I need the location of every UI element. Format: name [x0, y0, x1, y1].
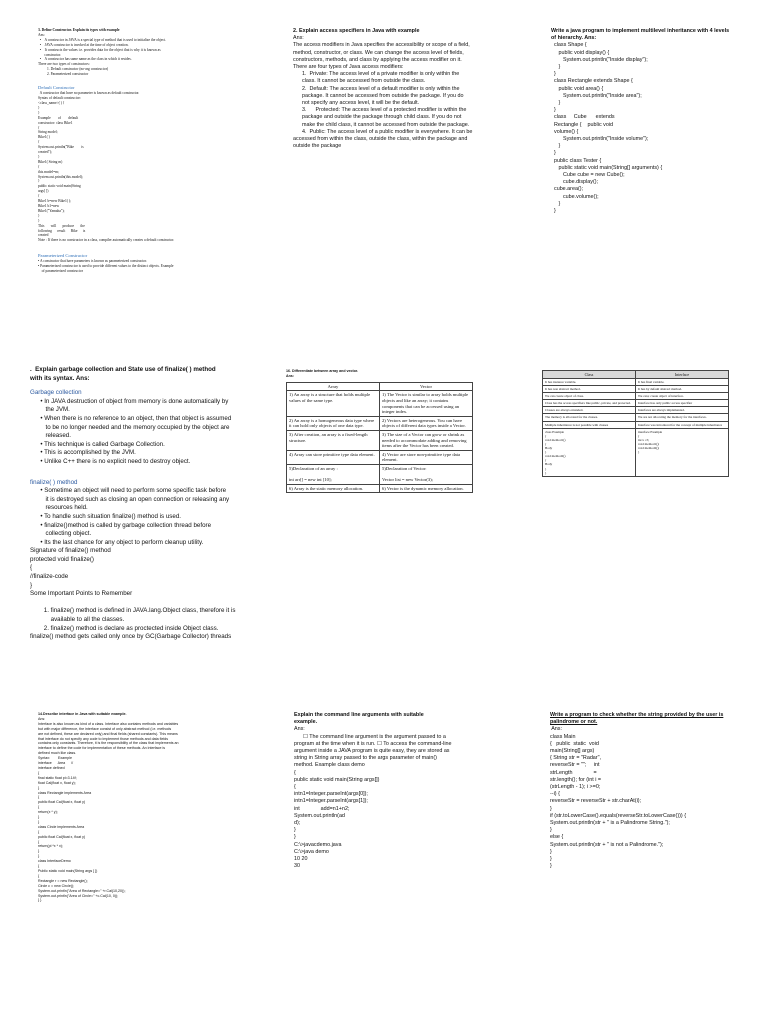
text-line: { — [30, 564, 33, 572]
text-line: float Cal(float x, float y); — [38, 780, 76, 785]
text-line: System.out.println("Area of Rectangle=" +r.Cal(10,20)); — [38, 888, 126, 893]
text-line: { — [38, 770, 40, 775]
constructor-intro — [38, 33, 253, 77]
array-vector-panel — [286, 369, 496, 574]
text-line: • JAVA constructor is invoked at the time of object creation. — [38, 42, 129, 47]
text-line: • finalize()method is called by garbage collection thread before — [30, 521, 212, 529]
text-line: package and outside the package through child class. If you do not — [293, 114, 462, 121]
access-specifiers-body — [293, 35, 515, 150]
text-line: } — [550, 827, 552, 834]
text-line: { — [38, 873, 40, 878]
text-line: } — [550, 856, 552, 863]
table-cell: interface Example { int x =5; void method1(); void method2(); } — [636, 428, 729, 476]
text-line: Explain the command line arguments with suitable — [294, 712, 424, 718]
finalize-heading: finalize( ) method — [30, 478, 78, 486]
text-line: method, constructor, or class. We can change the access level of fields, — [293, 49, 464, 56]
text-line: constructor. — [38, 52, 62, 57]
text-line: return(pi *x * x); — [38, 844, 63, 849]
text-line: volume() { — [551, 128, 579, 135]
table-cell: Interfaces are always implemented. — [636, 407, 729, 414]
table-cell: 2) An array is a homogeneous data type where it can hold only objects of one data type. — [287, 416, 380, 430]
text-line: • This is accomplished by the JVM. — [30, 449, 136, 457]
text-line: <class_name>( ) { — [38, 100, 65, 105]
text-line: Syntax: Example — [38, 756, 72, 761]
text-line: class Shape { — [551, 42, 587, 49]
command-line-title — [294, 712, 514, 726]
text-line: C:\>java demo — [294, 848, 329, 855]
access-specifiers-title: 2. Explain access specifiers in Java with example — [293, 28, 420, 34]
text-line: cube.area(); — [551, 186, 584, 193]
table-cell: 2) Vectors are heterogeneous. You can have objects of different data types inside a Vector. — [380, 416, 473, 430]
table-cell: It has instance variable. — [543, 379, 636, 386]
text-line: . Explain garbage collection and State use of finalize( ) method — [30, 366, 216, 373]
garbage-collection-panel — [30, 366, 260, 641]
text-line: it is destroyed such as closing an open connection or releasing any — [30, 495, 230, 503]
class-interface-panel — [542, 370, 742, 530]
text-line: } — [551, 143, 561, 150]
text-line: Bike1( String m) — [38, 159, 63, 164]
interface-panel — [38, 712, 268, 987]
text-line: } — [551, 107, 556, 114]
text-line: Bike1 b1=new — [38, 204, 60, 208]
text-line: interface to define the code for implementation of these methods. An interface is — [38, 746, 166, 751]
table-cell: 4) Vector are store non-primitive type data element. — [380, 450, 473, 464]
parameterized-constructor-body — [38, 259, 253, 274]
text-line: } — [38, 105, 40, 110]
text-line: Interface is also known as kind of a class. Interface also contains methods and variables — [38, 721, 179, 726]
table-cell: 6) Vector is the dynamic memory allocation. — [380, 484, 473, 493]
text-line: intn1=Integer.parseInt(args[1]); — [294, 798, 368, 805]
table-cell: Interface has only public access specifier — [636, 400, 729, 407]
garbage-collection-title — [30, 366, 260, 383]
text-line: palindrome or not. — [550, 719, 598, 726]
text-line: } — [551, 64, 561, 71]
table-header-cell: Class — [543, 371, 636, 379]
class-interface-table — [542, 370, 729, 477]
access-specifiers-panel — [293, 28, 515, 168]
table-row — [287, 450, 473, 464]
text-line: string in String array passed to the args parameter of main() — [294, 755, 437, 762]
text-line: System.out.println(str + " is a Palindrome String."); — [550, 820, 670, 827]
default-constructor-body — [38, 91, 253, 243]
text-line: Ans: — [294, 726, 305, 733]
table-cell: The memory is allocated for the classes. — [543, 414, 636, 421]
text-line: Bike1 b=new Bike1( ); — [38, 199, 72, 204]
text-line: package. It cannot be accessed from outside the package. If you do — [293, 92, 464, 99]
text-line: { — [38, 164, 40, 169]
text-line: accessed from within the class, outside the class, within the package and — [293, 136, 468, 143]
text-line: Ans: — [550, 726, 562, 733]
text-line: args[ ]) — [38, 189, 49, 194]
text-line: 4. Public: The access level of a public modifier is everywhere. It can be — [293, 128, 473, 135]
text-line: Cube cube = new Cube(); — [551, 172, 625, 179]
text-line: interface Area // — [38, 761, 74, 766]
text-line: 16. Differentiate between array and vector. — [286, 369, 359, 373]
text-line: • Its the last chance for any object to perform cleanup utility. — [30, 538, 204, 546]
text-line: but with major difference, the interface consist of only abstract method (i.e. methods — [38, 726, 172, 731]
table-cell: 3) The size of a Vector can grow or shrink as needed to accommodate adding and removing items after the Vector has been created. — [380, 430, 473, 450]
text-line: public float Cal(float x, float y) — [38, 800, 86, 805]
text-line: program at the time when it is run. ☐ To access the command-line — [294, 740, 452, 747]
text-line: { — [38, 795, 40, 800]
text-line: of hierarchy. Ans: — [551, 35, 597, 42]
text-line: Write a program to check whether the string provided by the user is — [550, 712, 724, 718]
text-line: } — [551, 208, 556, 215]
table-row — [287, 416, 473, 430]
table-row — [543, 400, 729, 407]
text-line: d); — [294, 820, 301, 827]
text-line: ☐ The command line argument is the argument passed to a — [294, 733, 446, 740]
text-line: } — [30, 581, 33, 589]
text-line: class Main — [550, 733, 576, 740]
text-line: Example of default — [38, 115, 79, 120]
text-line: cube.display(); — [551, 179, 599, 186]
table-cell: Multiple inheritance is not possible with classes — [543, 421, 636, 428]
text-line: that interface do not specify any code to implement those methods and data fields — [38, 736, 169, 741]
text-line: return(x * y); — [38, 810, 58, 815]
table-cell: class Example { void method1() { Body } void method2() { Body } } — [543, 428, 636, 476]
table-cell: It has by default abstract method. — [636, 386, 729, 393]
finalize-body — [30, 487, 260, 642]
text-line: 3. Protected: The access level of a protected modifier is within the — [293, 107, 467, 114]
text-line: final static float pi=3.14f; — [38, 775, 77, 780]
gc-body — [30, 398, 260, 467]
text-line: Syntax of default constructor: — [38, 96, 81, 101]
text-line: make the child class, it cannot be accessed from outside the package. — [293, 121, 470, 128]
text-line: { String str = "Radar", — [550, 755, 602, 762]
text-line: There are two types of constructors: — [38, 62, 90, 67]
text-line: String model; — [38, 130, 58, 135]
gc-heading: Garbage collection — [30, 389, 82, 397]
text-line: Rectangle r = new Rectangle(); — [38, 878, 88, 883]
text-line: Ans: — [293, 35, 304, 42]
palindrome-title — [550, 712, 750, 726]
command-line-panel — [294, 712, 514, 892]
text-line — [30, 599, 260, 608]
text-line: } — [38, 110, 40, 115]
text-line: • Sometime an object will need to perform some specific task before — [30, 487, 227, 495]
text-line: argument inside a JAVA program is quite easy, they are stored as — [294, 748, 450, 755]
text-line: of parameterized constructor — [38, 269, 83, 274]
text-line: example. — [294, 719, 318, 726]
text-line: constructors, methods, and class by applying the access modifier on it. — [293, 56, 462, 63]
text-line: not specify any access level, it will be the default. — [293, 100, 420, 107]
text-line: to be no longer needed and the memory occupied by the object are — [30, 423, 230, 431]
text-line: 30 — [294, 863, 300, 870]
text-line: Bike1( ) — [38, 135, 50, 140]
inheritance-title — [551, 28, 751, 42]
table-cell: 1) An array is a structure that holds multiple values of the same type. — [287, 391, 380, 416]
interface-body — [38, 717, 268, 903]
text-line: { — [294, 784, 296, 791]
text-line: { — [38, 805, 40, 810]
constructor-title: 3. Define Constructor. Explain its types with example — [38, 28, 120, 32]
text-line: System.out.println(str + " is not a Palindrome."); — [550, 841, 664, 848]
text-line: released. — [30, 432, 71, 440]
text-line: Rectangle { public void — [551, 121, 614, 128]
palindrome-body — [550, 726, 750, 870]
text-line: System.out.println("Bike is — [38, 145, 84, 150]
text-line: 1. Private: The access level of a private modifier is only within the — [293, 71, 460, 78]
table-header-cell: Interface — [636, 371, 729, 379]
palindrome-panel — [550, 712, 750, 872]
text-line: --i) { — [550, 791, 560, 798]
text-line: the JVM. — [30, 406, 70, 414]
text-line: • A constructor has same name as the class in which it resides. — [38, 57, 132, 62]
table-row — [543, 393, 729, 400]
text-line: { — [38, 864, 40, 869]
text-line: System.out.println(this.model); — [38, 174, 84, 179]
text-line: Note : If there is no constructor in a class, compiler automatically creates a default constructor. — [38, 238, 175, 243]
text-line: 10 20 — [294, 856, 308, 863]
table-row — [543, 414, 729, 421]
text-line: if (str.toLowerCase().equals(reverseStr.toLowerCase())) { — [550, 812, 687, 819]
text-line: class InterfaceDemo — [38, 859, 71, 864]
table-cell: We are not allocating the memory for the interfaces. — [636, 414, 729, 421]
text-line: Signature of finalize() method — [30, 547, 111, 555]
table-cell: 1) The Vector is similar to array holds multiple objects and like an array; it contains components that can be accessed using an integer index. — [380, 391, 473, 416]
text-line: System.out.println("Inside area"); — [551, 92, 642, 99]
text-line: System.out.println("Area of Circle=" +c.Cal(10, 0)); — [38, 893, 119, 898]
text-line: Circle c = new Circle(); — [38, 883, 75, 888]
table-cell: 6) Array is the static memory allocation. — [287, 484, 380, 493]
text-line: public void display() { — [551, 49, 610, 56]
text-line: } — [550, 848, 552, 855]
text-line: • Unlike C++ there is no explicit need to destroy object. — [30, 457, 191, 465]
text-line: available to all the classes. — [30, 616, 125, 624]
parameterized-constructor-heading: Parameterized Constructor — [38, 253, 88, 259]
text-line: Write a java program to implement multilevel inheritance with 4 levels — [551, 28, 730, 34]
table-cell: 4) Array can store primitive type data element. — [287, 450, 380, 464]
text-line: public static void main(String args[]) — [294, 776, 380, 783]
text-line: class Cube extends — [551, 114, 615, 121]
text-line: { — [38, 839, 40, 844]
text-line: { public static void — [550, 740, 599, 747]
text-line: • This technique is called Garbage Collection. — [30, 440, 165, 448]
text-line: contains only constants. Therefore, it is the responsibility of the class that implements an — [38, 741, 179, 746]
text-line: } — [38, 213, 40, 218]
text-line: • To handle such situation finalize() method is used. — [30, 512, 181, 520]
text-line: } — [38, 154, 40, 159]
text-line: Some Important Points to Remember — [30, 590, 133, 598]
text-line: } — [38, 815, 40, 820]
text-line: • A constructor in JAVA is a special type of method that is used to initialize the object. — [38, 37, 166, 42]
table-cell: We can create object of class. — [543, 393, 636, 400]
text-line: class Rectangle extends Shape { — [551, 78, 633, 85]
text-line: } — [294, 834, 296, 841]
text-line: Ans: — [38, 32, 45, 37]
text-line: • When there is no reference to an object, then that object is assumed — [30, 414, 232, 422]
text-line: { — [294, 769, 296, 776]
text-line: method. Example class demo — [294, 762, 365, 769]
text-line: 1. finalize() method is defined in JAVA.lang.Object class, therefore it is — [30, 607, 236, 615]
table-row — [287, 391, 473, 416]
text-line: Public static void main(String args [ ]) — [38, 869, 98, 873]
table-cell: 3) After creation, an array is a fixed-length structure. — [287, 430, 380, 450]
text-line: System.out.println(ad — [294, 812, 345, 819]
text-line: collecting object. — [30, 530, 92, 538]
table-header-cell: Array — [287, 382, 380, 391]
text-line: following result Bike is — [38, 228, 86, 233]
array-vector-table — [286, 382, 473, 494]
table-row — [287, 430, 473, 450]
table-row — [543, 407, 729, 414]
text-line: with its syntax. Ans: — [30, 374, 90, 382]
text-line: cube.volume(); — [551, 193, 599, 200]
text-line: • Parameterized constructor is used to provide different values to the distinct objects. Example — [38, 264, 174, 269]
table-row — [543, 421, 729, 428]
text-line: The access modifiers in Java specifies the accessibility or scope of a field, — [293, 42, 470, 49]
text-line: //finalize-code — [30, 573, 69, 581]
text-line: str.length(); for (int i = — [550, 776, 602, 783]
text-line: Ans: — [38, 716, 46, 721]
table-cell: It has final variable. — [636, 379, 729, 386]
text-line: defined much like class. — [38, 751, 77, 756]
text-line: } — [38, 819, 40, 824]
text-line: 1. Default constructor (no-arg constructor) — [38, 67, 109, 72]
text-line: class. It cannot be accessed from outside the class. — [293, 78, 426, 85]
text-line: • In JAVA destruction of object from memory is done automatically by — [30, 397, 229, 405]
inheritance-code — [551, 42, 751, 215]
text-line: } — [38, 849, 40, 854]
table-row — [287, 484, 473, 493]
text-line: else { — [550, 834, 564, 841]
command-line-body — [294, 726, 514, 870]
text-line: { — [38, 194, 40, 199]
table-cell: Interface was introduced for the concept of multiple inheritance — [636, 421, 729, 428]
text-line: protected void finalize() — [30, 555, 94, 563]
text-line: } — [38, 785, 40, 790]
text-line: } — [550, 805, 552, 812]
table-cell: It has non abstract method. — [543, 386, 636, 393]
text-line: } — [294, 827, 296, 834]
text-line: created — [38, 233, 49, 238]
text-line: } — [551, 71, 556, 78]
text-line: reverseStr = reverseStr + str.charAt(i); — [550, 798, 642, 805]
constructor-panel — [38, 28, 253, 328]
text-line: class Rectangle implements Area — [38, 790, 92, 795]
text-line: This will produce the — [38, 223, 85, 228]
text-line: } — [38, 218, 40, 223]
text-line: } } — [38, 898, 42, 903]
text-line: resources held. — [30, 504, 88, 512]
table-cell: 5)Declaration of an array : int arr[] = new int [10]; — [287, 464, 380, 484]
table-cell: Class has the access specifiers like public, private, and protected. — [543, 400, 636, 407]
text-line: outside the package — [293, 143, 342, 150]
text-line: 2. finalize() method is declare as proctected inside Object class. — [30, 624, 219, 632]
text-line: constructor: class Bike1 — [38, 120, 73, 125]
text-line: There are four types of Java access modifiers: — [293, 64, 404, 71]
text-line: public static void main(String[] arguments) { — [551, 164, 663, 171]
text-line: • It constructs the values i.e. provides data for the object that is why it is known as — [38, 47, 161, 52]
table-row — [543, 379, 729, 386]
text-line: System.out.println("Inside display"); — [551, 56, 648, 63]
text-line: int add=n1+n2; — [294, 805, 350, 812]
inheritance-panel — [551, 28, 751, 228]
text-line: } — [551, 100, 561, 107]
text-line: Ans: — [286, 373, 294, 378]
text-line: public class Tester { — [551, 157, 602, 164]
table-row — [543, 428, 729, 476]
text-line: } — [38, 854, 40, 859]
text-line: 2. Parameterized constructor — [38, 72, 89, 77]
text-line: { — [38, 140, 40, 145]
table-header-cell: Vector — [380, 382, 473, 391]
table-cell: 5)Declaration of Vector: Vector list = new Vector(3); — [380, 464, 473, 484]
text-line: main(String[] args) — [550, 748, 595, 755]
table-cell: Classes are always extended. — [543, 407, 636, 414]
array-vector-title — [286, 369, 496, 379]
text-line: • A constructor that have parameters is known as parameterized constructor. — [38, 259, 147, 264]
text-line: this.model=m; — [38, 169, 59, 174]
text-line: are not defined, these are declared only) and final fields (shared constants). This means — [38, 731, 178, 736]
text-line: reverseStr = ""; int — [550, 762, 600, 769]
default-constructor-heading: Default Constructor — [38, 85, 75, 91]
table-row — [287, 464, 473, 484]
text-line: intn1=Integer.parseInt(args[0]); — [294, 791, 368, 798]
text-line: finalize() method gets called only once by GC(Garbage Collector) threads — [30, 633, 232, 641]
text-line: } — [551, 200, 561, 207]
text-line: public static void main(String — [38, 184, 81, 189]
text-line: System.out.println("Inside volume"); — [551, 136, 649, 143]
text-line: (strLength - 1); i >=0; — [550, 784, 601, 791]
text-line: { — [38, 829, 40, 834]
interface-title: 14.Describe interface in Java with suitable example. — [38, 712, 127, 716]
text-line: } — [38, 179, 40, 184]
text-line: interface defined — [38, 765, 65, 770]
text-line: 2. Default: The access level of a default modifier is only within the — [293, 85, 460, 92]
text-line: public float Cal(float x, float y) — [38, 834, 86, 839]
text-line: strLength = — [550, 769, 597, 776]
text-line: Bike1("Yamaha"); — [38, 208, 65, 213]
text-line: created"); — [38, 150, 53, 155]
text-line: } — [551, 150, 556, 157]
text-line: } — [550, 863, 552, 870]
table-cell: We can,t create object of interface. — [636, 393, 729, 400]
table-row — [543, 386, 729, 393]
text-line: { — [38, 125, 40, 130]
text-line: A constructor that have no parameter is known as default constructor. — [38, 91, 140, 96]
text-line: public void area() { — [551, 85, 604, 92]
text-line: class Circle implements Area — [38, 824, 85, 829]
text-line: C:\>javacdemo.java — [294, 841, 342, 848]
